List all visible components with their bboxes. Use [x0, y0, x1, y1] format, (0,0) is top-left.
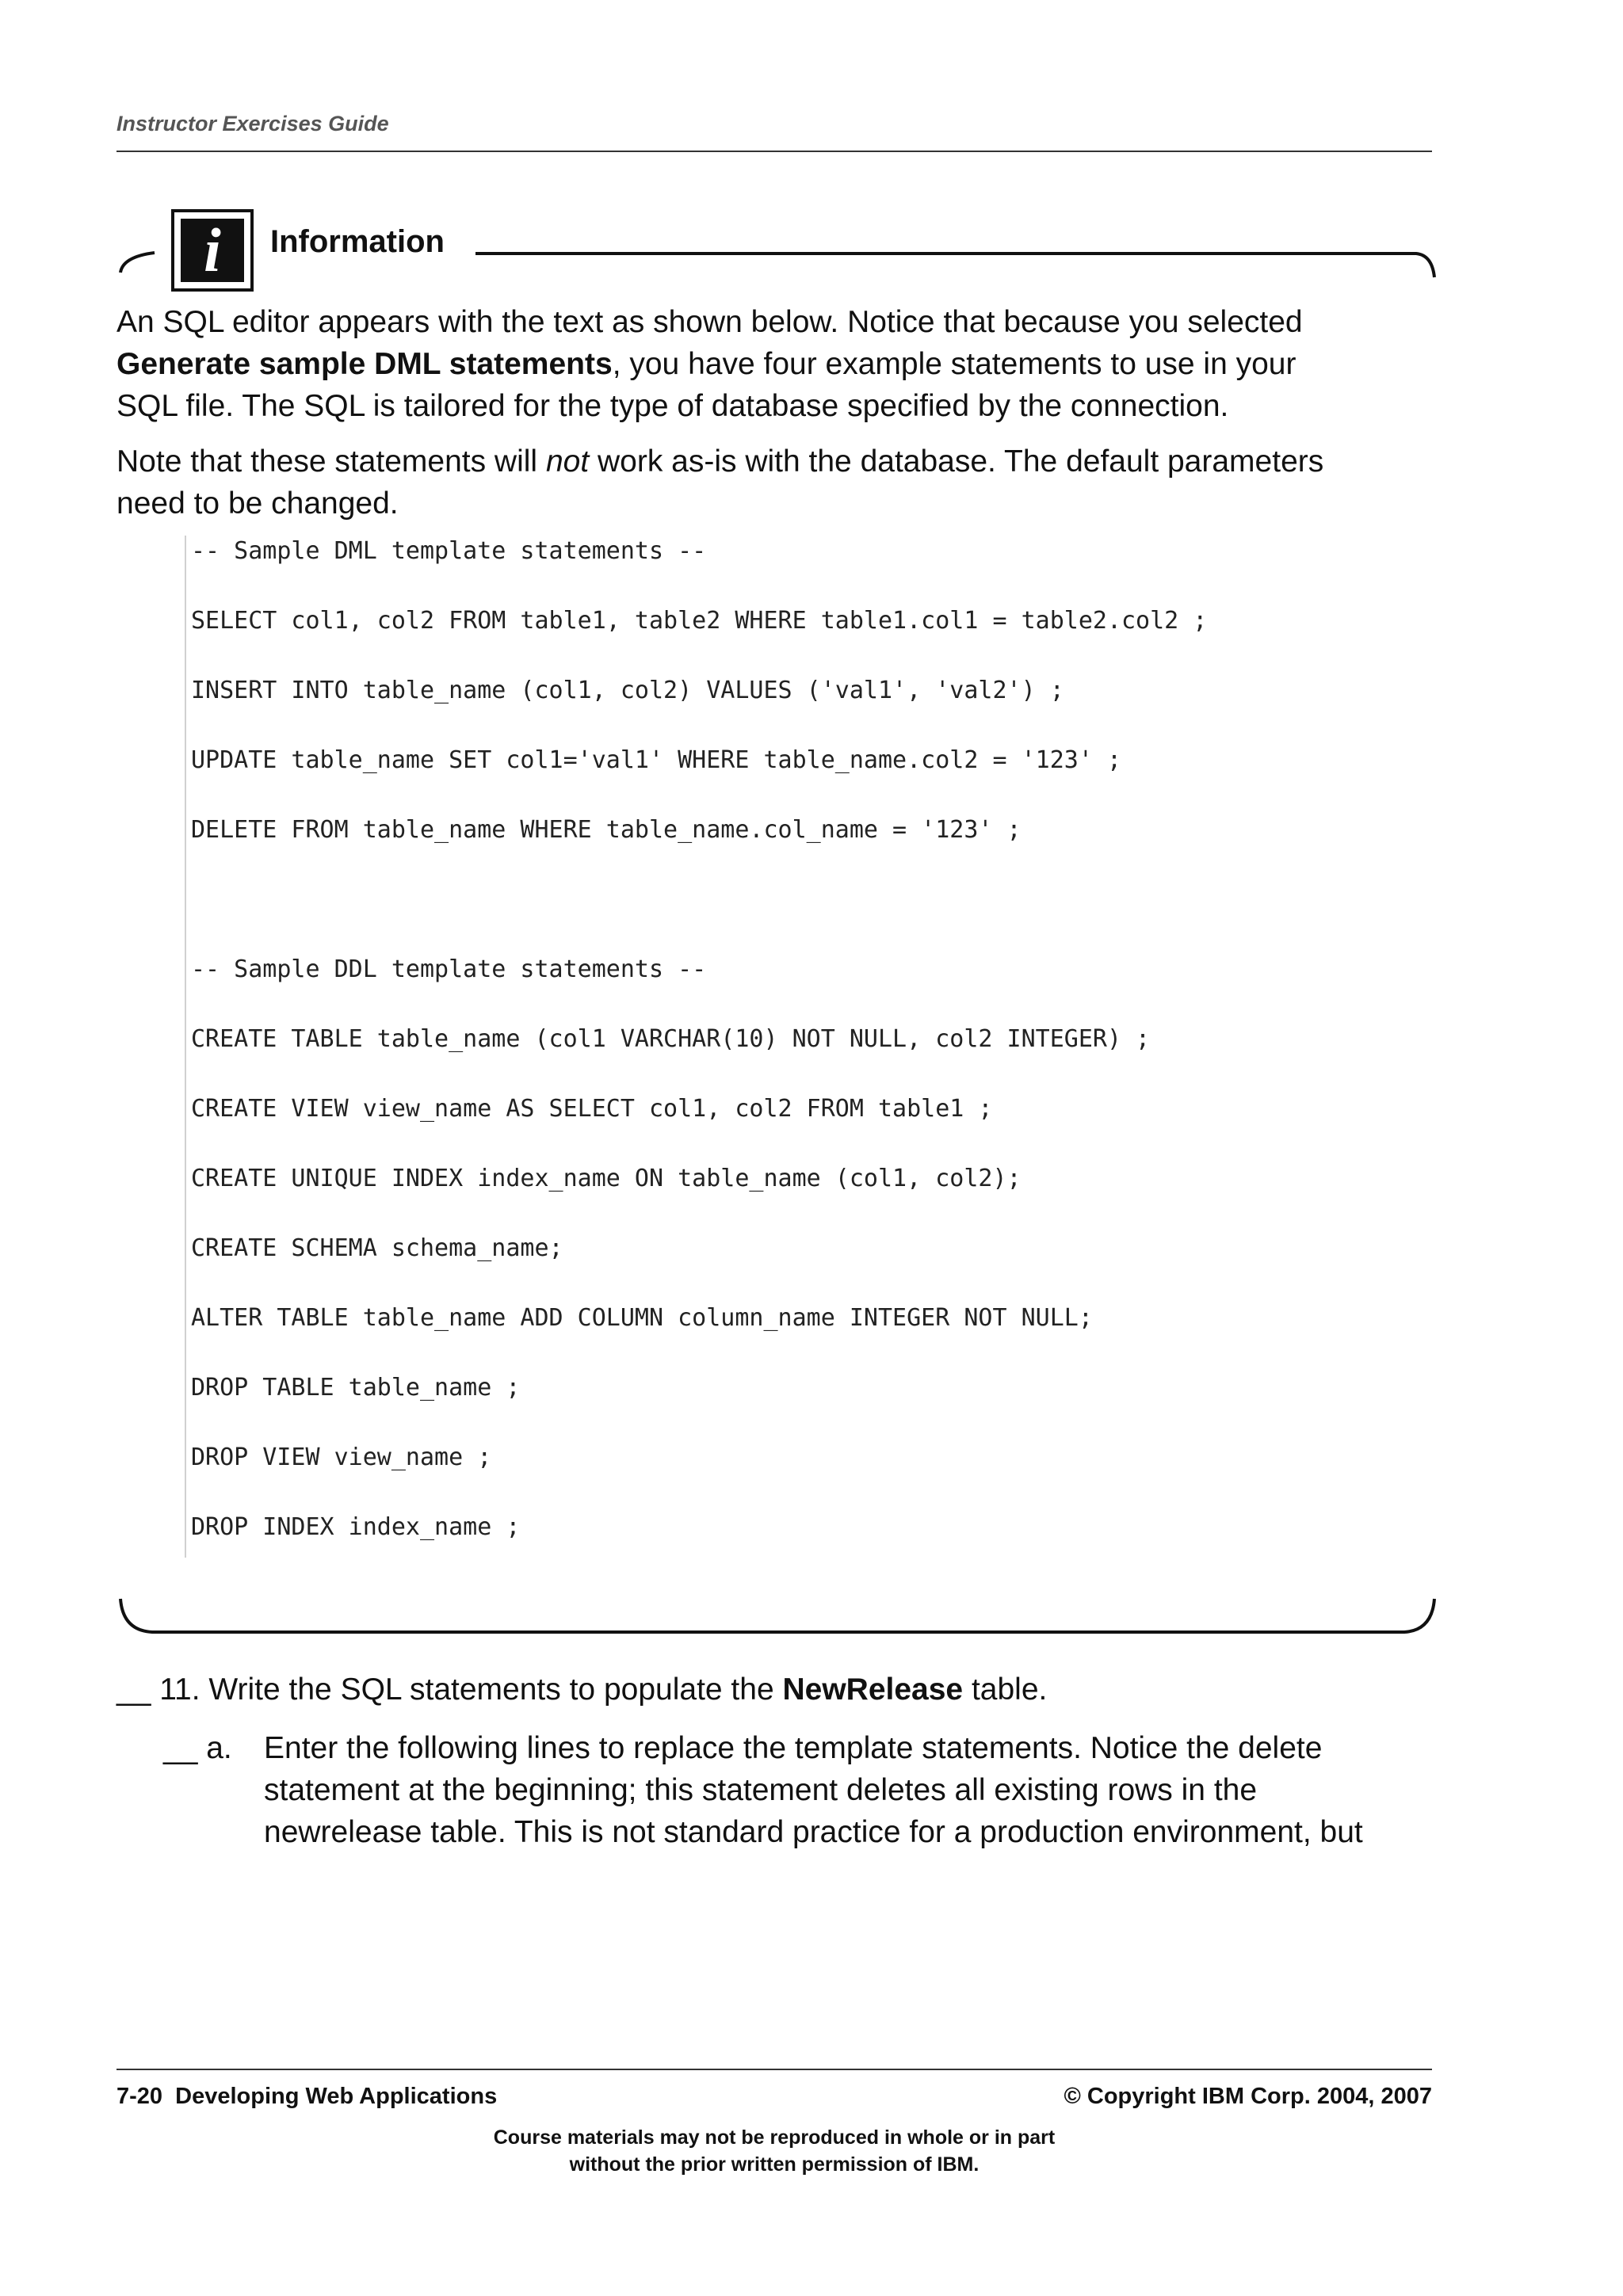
- code-line: -- Sample DDL template statements --: [191, 955, 707, 983]
- code-line: CREATE UNIQUE INDEX index_name ON table_name (col1, col2);: [191, 1165, 1022, 1192]
- para2-line1: [116, 441, 1424, 482]
- code-line: DELETE FROM table_name WHERE table_name.col_name = '123' ;: [191, 816, 1022, 844]
- step-a-letter: a.: [206, 1731, 232, 1765]
- code-line: INSERT INTO table_name (col1, col2) VALUES ('val1', 'val2') ;: [191, 677, 1064, 704]
- step-a-line2: statement at the beginning; this statement deletes all existing rows in the: [264, 1773, 1258, 1807]
- info-box-bottom-border: [116, 1592, 1436, 1640]
- para2-before: Note that these statements will: [116, 444, 546, 479]
- step-a-marker: [163, 1727, 232, 1769]
- step-11-checkbox-blank: __: [116, 1672, 151, 1707]
- code-line: ALTER TABLE table_name ADD COLUMN column_name INTEGER NOT NULL;: [191, 1304, 1093, 1332]
- info-paragraph-2: [116, 441, 1424, 524]
- code-line: -- Sample DML template statements --: [191, 537, 707, 565]
- running-header: Instructor Exercises Guide: [116, 112, 389, 135]
- footer-copyright: © Copyright IBM Corp. 2004, 2007: [1064, 2084, 1432, 2109]
- code-line: CREATE SCHEMA schema_name;: [191, 1234, 563, 1262]
- para1-bold: Generate sample DML statements: [116, 347, 613, 381]
- step-11-number: 11.: [159, 1672, 200, 1707]
- code-line: CREATE VIEW view_name AS SELECT col1, col2 FROM table1 ;: [191, 1095, 993, 1123]
- step-11: [116, 1669, 1047, 1711]
- sql-code-sample: [185, 536, 1421, 1558]
- code-line: UPDATE table_name SET col1='val1' WHERE table_name.col2 = '123' ;: [191, 746, 1121, 774]
- info-paragraph-1: [116, 301, 1424, 427]
- information-icon: [171, 209, 254, 292]
- para1-line3: SQL file. The SQL is tailored for the type of database specified by the connection.: [116, 389, 1229, 423]
- para2-italic: not: [545, 444, 590, 479]
- para2-after: work as-is with the database. The default parameters: [589, 444, 1324, 479]
- code-line: DROP TABLE table_name ;: [191, 1374, 521, 1402]
- para1-line2: [116, 343, 1424, 385]
- code-line: DROP VIEW view_name ;: [191, 1444, 492, 1471]
- footer-notice-line2: without the prior written permission of IBM.: [569, 2153, 980, 2176]
- code-line: DROP INDEX index_name ;: [191, 1513, 521, 1541]
- footer-page-title: 7-20 Developing Web Applications: [116, 2084, 498, 2109]
- para1-line1: An SQL editor appears with the text as shown below. Notice that because you selected: [116, 305, 1303, 339]
- para2-line2: need to be changed.: [116, 486, 399, 521]
- step-a-text: [264, 1727, 1437, 1853]
- para1-after: , you have four example statements to use in your: [612, 347, 1296, 381]
- footer-rule: [116, 2069, 1432, 2070]
- step-11-text-before: Write the SQL statements to populate the: [208, 1672, 783, 1707]
- code-line: CREATE TABLE table_name (col1 VARCHAR(10) NOT NULL, col2 INTEGER) ;: [191, 1025, 1151, 1053]
- step-11-bold: NewRelease: [782, 1672, 964, 1707]
- header-rule: [116, 151, 1432, 152]
- information-glyph: i: [181, 219, 244, 282]
- step-11-text-after: table.: [963, 1672, 1048, 1707]
- step-a-line1: Enter the following lines to replace the template statements. Notice the delete: [264, 1731, 1323, 1765]
- step-a-checkbox-blank: __: [163, 1731, 198, 1765]
- info-box-title: Information: [270, 224, 445, 259]
- code-line: SELECT col1, col2 FROM table1, table2 WHERE table1.col1 = table2.col2 ;: [191, 607, 1208, 635]
- footer-notice-line1: Course materials may not be reproduced in whole or in part: [493, 2126, 1056, 2149]
- step-a-line3: newrelease table. This is not standard practice for a production environment, but: [264, 1815, 1363, 1849]
